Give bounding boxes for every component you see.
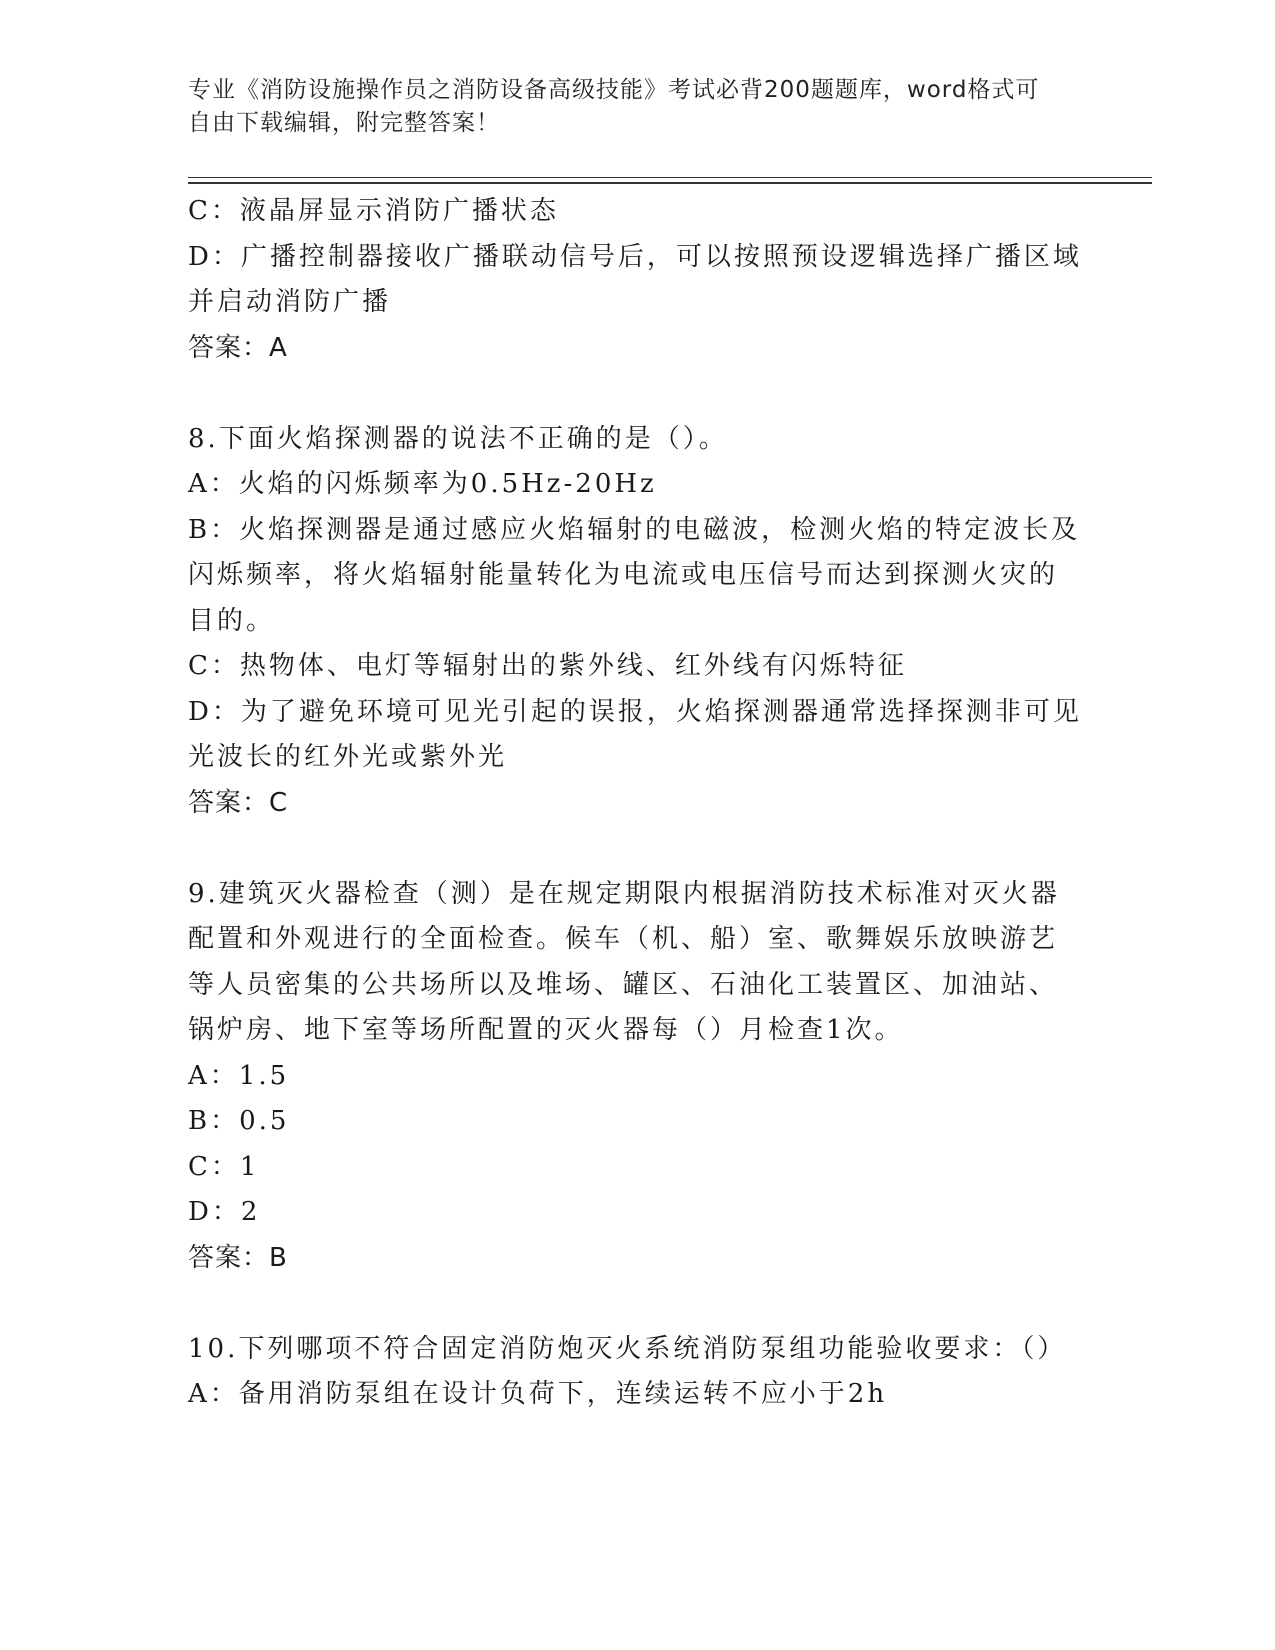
- option-c: C：热物体、电灯等辐射出的紫外线、红外线有闪烁特征: [188, 651, 907, 681]
- option-a: A：火焰的闪烁频率为0.5Hz-20Hz: [188, 469, 657, 499]
- answer: 答案：B: [188, 1242, 288, 1273]
- option-d-line-2: 光波长的红外光或紫外光: [188, 742, 508, 772]
- header-divider-thick: [188, 182, 1152, 184]
- option-d-line-1: D：广播控制器接收广播联动信号后，可以按照预设逻辑选择广播区域: [188, 241, 1082, 272]
- option-a: A：1.5: [188, 1060, 290, 1091]
- document-header: [188, 74, 1068, 140]
- answer: 答案：A: [188, 332, 288, 363]
- option-c: C：液晶屏显示消防广播状态: [188, 196, 559, 226]
- question-stem-line-1: 9.建筑灭火器检查（测）是在规定期限内根据消防技术标准对灭火器: [188, 878, 1060, 909]
- question-stem-line-2: 配置和外观进行的全面检查。候车（机、船）室、歌舞娱乐放映游艺: [188, 924, 1059, 954]
- option-b: B：0.5: [188, 1106, 290, 1136]
- answer: 答案：C: [188, 787, 289, 818]
- option-b-line-3: 目的。: [188, 605, 276, 636]
- option-d-line-1: D：为了避免环境可见光引起的误报，火焰探测器通常选择探测非可见: [188, 696, 1082, 727]
- question-10: [188, 1327, 1068, 1418]
- question-spacer: [188, 371, 1068, 417]
- question-stem-line-3: 等人员密集的公共场所以及堆场、罐区、石油化工装置区、加油站、: [188, 969, 1059, 1000]
- question-spacer: [188, 826, 1068, 872]
- header-line-1: 专业《消防设施操作员之消防设备高级技能》考试必背200题题库，word格式可: [188, 77, 1040, 103]
- option-d: D：2: [188, 1197, 261, 1227]
- question-stem-line-4: 锅炉房、地下室等场所配置的灭火器每（）月检查1次。: [188, 1015, 904, 1045]
- question-stem: 8.下面火焰探测器的说法不正确的是（）。: [188, 423, 728, 454]
- option-c: C：1: [188, 1151, 260, 1182]
- header-divider-thin: [188, 177, 1152, 178]
- prev-question-tail: [188, 189, 1082, 371]
- question-9: [188, 872, 1068, 1282]
- option-d-line-2: 并启动消防广播: [188, 287, 392, 317]
- question-stem: 10.下列哪项不符合固定消防炮灭火系统消防泵组功能验收要求：（）: [188, 1333, 1067, 1364]
- option-b-line-2: 闪烁频率，将火焰辐射能量转化为电流或电压信号而达到探测火灾的: [188, 560, 1059, 590]
- question-spacer: [188, 1281, 1068, 1327]
- document-body: [188, 189, 1082, 1418]
- header-line-2: 自由下载编辑，附完整答案！: [188, 110, 500, 136]
- question-8: [188, 417, 1082, 827]
- option-a: A：备用消防泵组在设计负荷下，连续运转不应小于2h: [188, 1379, 888, 1409]
- option-b-line-1: B：火焰探测器是通过感应火焰辐射的电磁波，检测火焰的特定波长及: [188, 514, 1081, 545]
